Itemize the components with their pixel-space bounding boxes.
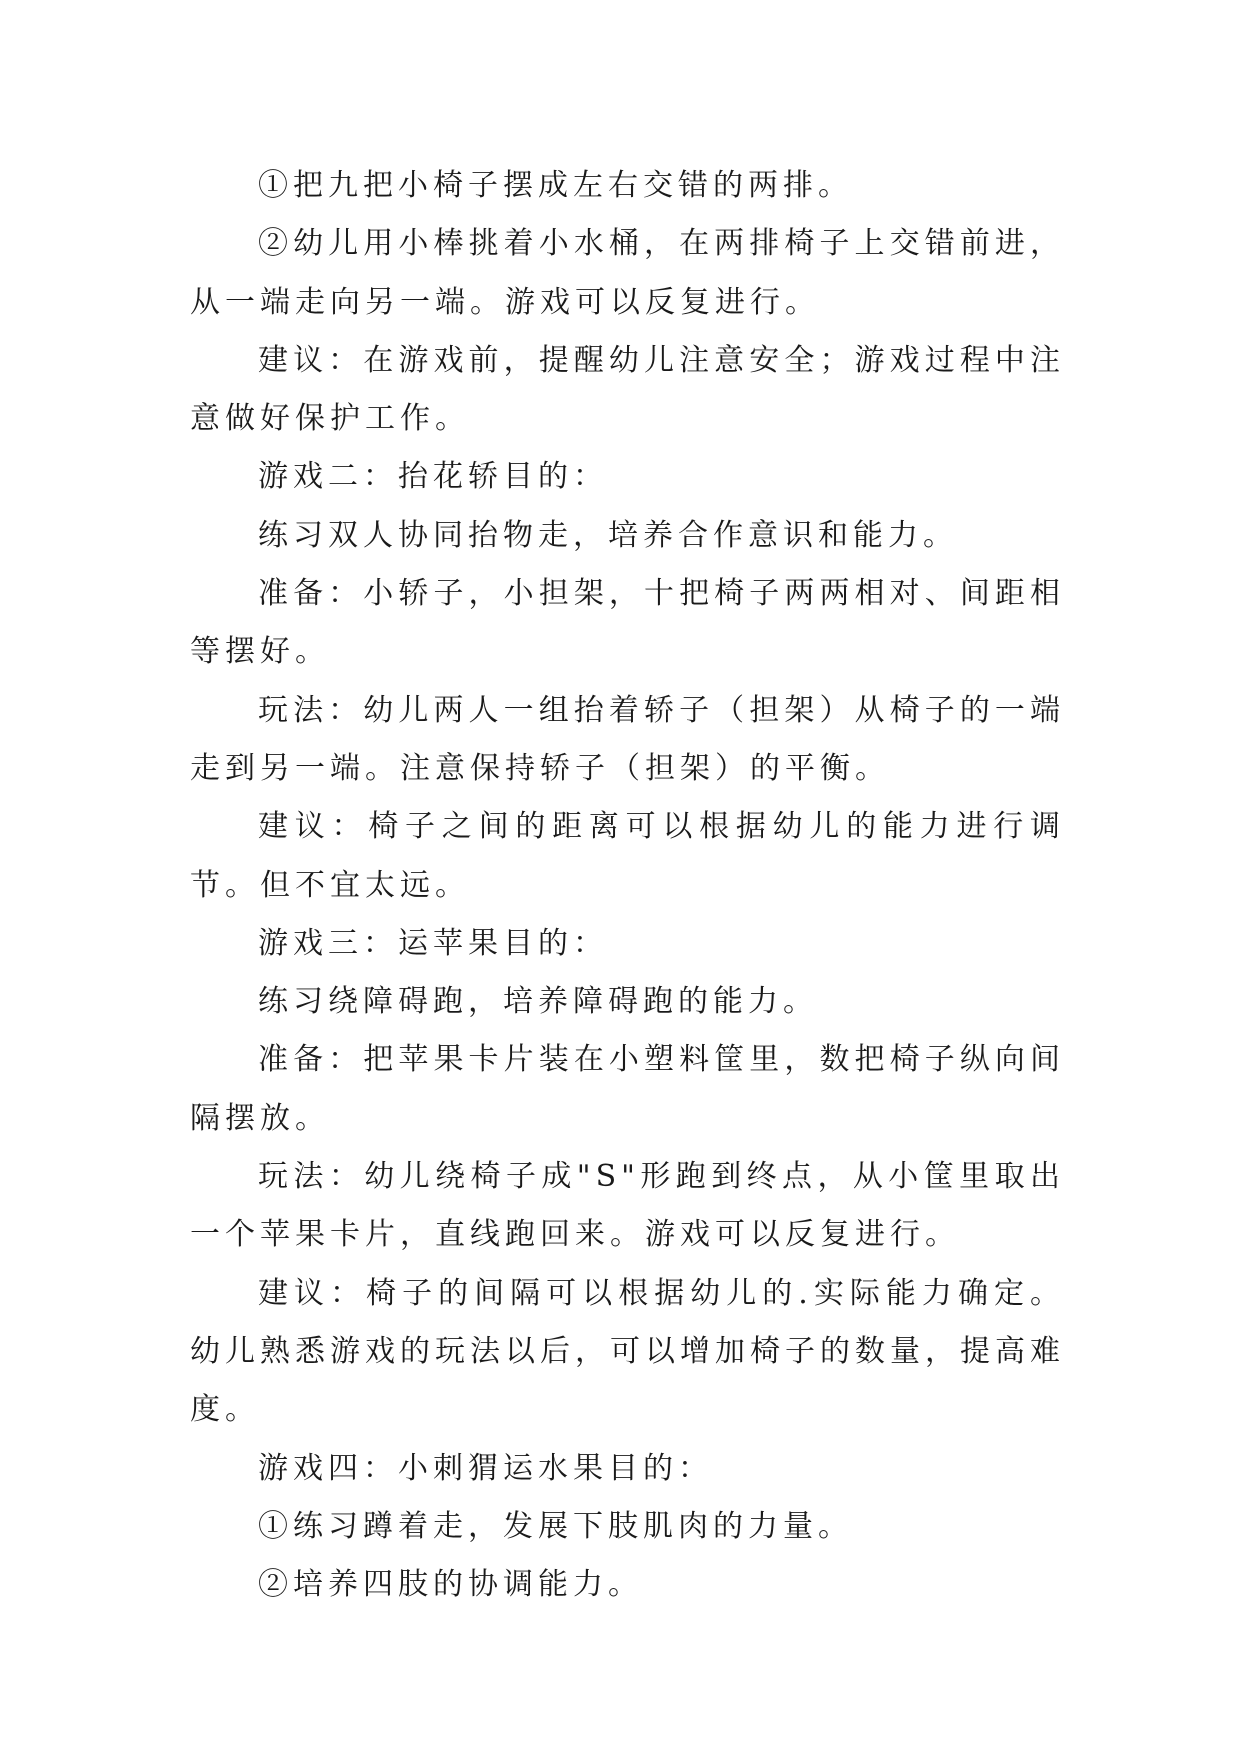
paragraph-suggestion-1: 建议：在游戏前，提醒幼儿注意安全；游戏过程中注意做好保护工作。: [190, 342, 1065, 437]
paragraph-step-1: ①把九把小椅子摆成左右交错的两排。: [258, 168, 853, 203]
paragraph-game-2-suggestion: 建议：椅子之间的距离可以根据幼儿的能力进行调节。但不宜太远。: [190, 809, 1065, 903]
paragraph-game-3-goal: 练习绕障碍跑，培养障碍跑的能力。: [258, 984, 818, 1020]
paragraph-game-2-goal: 练习双人协同抬物走，培养合作意识和能力。: [258, 517, 958, 553]
paragraph-game-4-goal-2: ②培养四肢的协调能力。: [258, 1567, 643, 1603]
document-body: [190, 157, 1065, 1614]
paragraph-game-3-method: 玩法：幼儿绕椅子成"S"形跑到终点，从小筐里取出一个苹果卡片，直线跑回来。游戏可以反复进行。: [190, 1159, 1065, 1253]
paragraph-game-2-preparation: 准备：小轿子，小担架，十把椅子两两相对、间距相等摆好。: [190, 576, 1065, 670]
paragraph-game-3-suggestion: 建议：椅子的间隔可以根据幼儿的.实际能力确定。幼儿熟悉游戏的玩法以后，可以增加椅子的数量，提高难度。: [190, 1275, 1065, 1428]
paragraph-step-2: ②幼儿用小棒挑着小水桶，在两排椅子上交错前进，从一端走向另一端。游戏可以反复进行。: [190, 226, 1065, 320]
paragraph-game-3-preparation: 准备：把苹果卡片装在小塑料筐里，数把椅子纵向间隔摆放。: [190, 1042, 1065, 1136]
paragraph-game-3-title: 游戏三：运苹果目的：: [258, 925, 608, 961]
paragraph-game-4-goal-1: ①练习蹲着走，发展下肢肌肉的力量。: [258, 1508, 853, 1544]
paragraph-game-4-title: 游戏四：小刺猬运水果目的：: [258, 1450, 713, 1486]
paragraph-game-2-title: 游戏二：抬花轿目的：: [258, 459, 608, 495]
paragraph-game-2-method: 玩法：幼儿两人一组抬着轿子（担架）从椅子的一端走到另一端。注意保持轿子（担架）的平衡。: [190, 692, 1065, 786]
